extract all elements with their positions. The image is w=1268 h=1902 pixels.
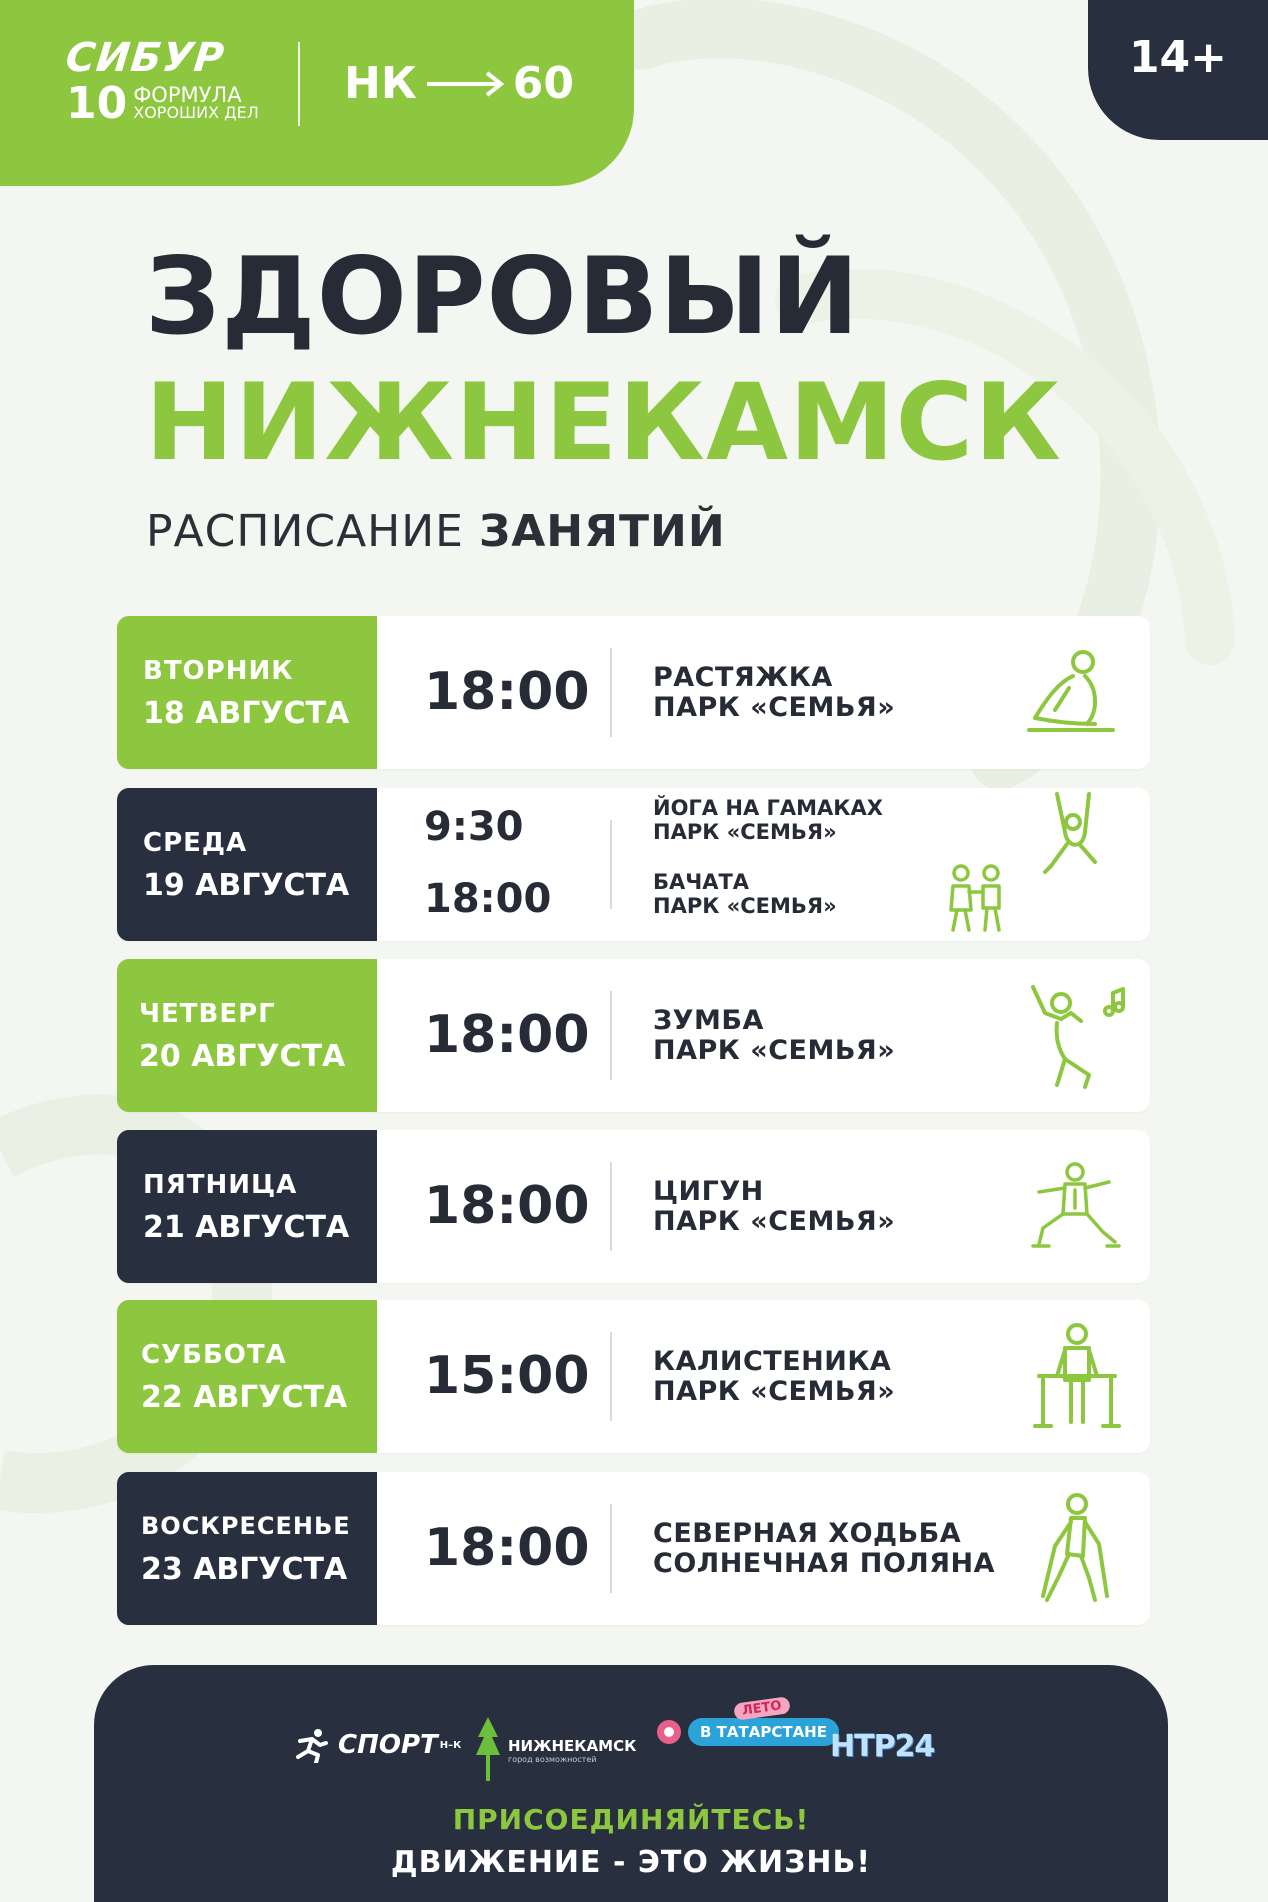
session-time: 18:00	[424, 1005, 590, 1065]
title-line-1: ЗДОРОВЫЙ	[145, 235, 860, 358]
activity-place: СОЛНЕЧНАЯ ПОЛЯНА	[653, 1548, 995, 1579]
partner-city-name: НИЖНЕКАМСК	[508, 1736, 637, 1755]
partner-tv-logo	[830, 1729, 934, 1764]
activity-name: РАСТЯЖКА	[653, 662, 833, 693]
session-time: 18:00	[424, 1518, 590, 1578]
sibur-tagline-2: ХОРОШИХ ДЕЛ	[133, 103, 259, 122]
day-date: 21 АВГУСТА	[143, 1210, 350, 1245]
motto: ДВИЖЕНИЕ - ЭТО ЖИЗНЬ!	[390, 1845, 872, 1880]
partner-logos	[94, 1698, 1168, 1785]
day-name: ЧЕТВЕРГ	[139, 999, 276, 1029]
day-box	[117, 1130, 377, 1283]
day-box	[117, 1472, 377, 1625]
sibur-wordmark: СИБУР	[63, 35, 227, 81]
title-line-2: НИЖНЕКАМСК	[145, 361, 1062, 484]
day-name: СУББОТА	[141, 1340, 287, 1370]
session-time: 9:30	[424, 804, 524, 850]
activity-name: БАЧАТА	[653, 870, 750, 894]
subtitle-bold: ЗАНЯТИЙ	[478, 506, 726, 557]
day-date: 19 АВГУСТА	[143, 868, 350, 903]
session-time: 18:00	[424, 662, 590, 722]
partner-summer-text: В ТАТАРСТАНЕ	[700, 1723, 827, 1741]
partner-city-logo	[474, 1715, 636, 1785]
activity-place: ПАРК «СЕМЬЯ»	[653, 692, 896, 723]
partner-summer-logo	[654, 1698, 839, 1747]
activity-name: ЗУМБА	[653, 1005, 764, 1036]
parallel-bars-icon	[1031, 1322, 1123, 1434]
join-callout: ПРИСОЕДИНЯЙТЕСЬ!	[452, 1803, 810, 1836]
subtitle	[146, 506, 726, 557]
partner-sport-logo	[292, 1727, 461, 1763]
day-box	[117, 788, 377, 941]
sibur-tagline-1: ФОРМУЛА	[133, 83, 242, 107]
sibur-number: 10	[66, 78, 128, 129]
row-divider	[610, 820, 612, 909]
day-name: ВОСКРЕСЕНЬЕ	[141, 1512, 351, 1540]
activity-place: ПАРК «СЕМЬЯ»	[653, 1206, 896, 1237]
schedule-row	[117, 959, 1150, 1112]
session-time: 18:00	[424, 1176, 590, 1236]
day-date: 18 АВГУСТА	[143, 696, 350, 731]
row-divider	[610, 1332, 612, 1421]
sibur-logo	[63, 35, 259, 129]
partner-summer-top: ЛЕТО	[733, 1696, 790, 1721]
age-rating-badge	[1088, 0, 1268, 140]
day-box	[117, 616, 377, 769]
nk60-right: 60	[512, 58, 575, 109]
partner-city-tagline: город возможностей	[508, 1754, 597, 1764]
brand-header	[0, 0, 634, 186]
schedule-row	[117, 1300, 1150, 1453]
arrow-right-icon	[425, 69, 505, 99]
partner-tv-text: НТР24	[830, 1729, 935, 1764]
nk60-logo	[344, 58, 574, 109]
nordic-walking-icon	[1029, 1492, 1121, 1604]
nk60-left: НК	[344, 58, 417, 109]
activity-name: КАЛИСТЕНИКА	[653, 1346, 892, 1377]
partner-summer-pill	[688, 1698, 839, 1746]
day-name: ПЯТНИЦА	[143, 1170, 298, 1200]
session-time: 18:00	[424, 876, 552, 922]
footer	[94, 1665, 1168, 1902]
row-divider	[610, 1162, 612, 1251]
aerial-yoga-icon	[1037, 792, 1107, 876]
runner-icon	[292, 1727, 332, 1763]
schedule-row	[117, 788, 1150, 941]
day-name: СРЕДА	[143, 828, 248, 858]
day-date: 23 АВГУСТА	[141, 1552, 348, 1587]
day-box	[117, 1300, 377, 1453]
qigong-icon	[1029, 1162, 1121, 1250]
row-divider	[610, 1504, 612, 1593]
day-name: ВТОРНИК	[143, 656, 294, 686]
day-date: 22 АВГУСТА	[141, 1380, 348, 1415]
dancing-couple-icon	[943, 864, 1009, 934]
zumba-dancer-icon	[1027, 983, 1127, 1091]
row-divider	[610, 648, 612, 737]
day-date: 20 АВГУСТА	[139, 1039, 346, 1074]
partner-sport-sup: Н–К	[439, 1739, 462, 1751]
row-divider	[610, 991, 612, 1080]
activity-place: ПАРК «СЕМЬЯ»	[653, 1376, 896, 1407]
schedule-row	[117, 616, 1150, 769]
age-rating-text: 14+	[1128, 32, 1228, 83]
schedule-row	[117, 1472, 1150, 1625]
schedule-row	[117, 1130, 1150, 1283]
session-time: 15:00	[424, 1346, 590, 1406]
activity-name: СЕВЕРНАЯ ХОДЬБА	[653, 1518, 962, 1549]
day-box	[117, 959, 377, 1112]
activity-place: ПАРК «СЕМЬЯ»	[653, 1035, 896, 1066]
activity-place: ПАРК «СЕМЬЯ»	[653, 894, 837, 918]
activity-name: ЙОГА НА ГАМАКАХ	[653, 796, 883, 820]
subtitle-regular: РАСПИСАНИЕ	[146, 506, 479, 557]
tree-icon	[474, 1715, 502, 1785]
brand-divider	[298, 42, 300, 126]
activity-place: ПАРК «СЕМЬЯ»	[653, 820, 837, 844]
partner-sport-text: СПОРТ	[338, 1730, 438, 1760]
flower-icon	[654, 1717, 684, 1747]
activity-name: ЦИГУН	[653, 1176, 764, 1207]
stretching-icon	[1025, 648, 1117, 738]
